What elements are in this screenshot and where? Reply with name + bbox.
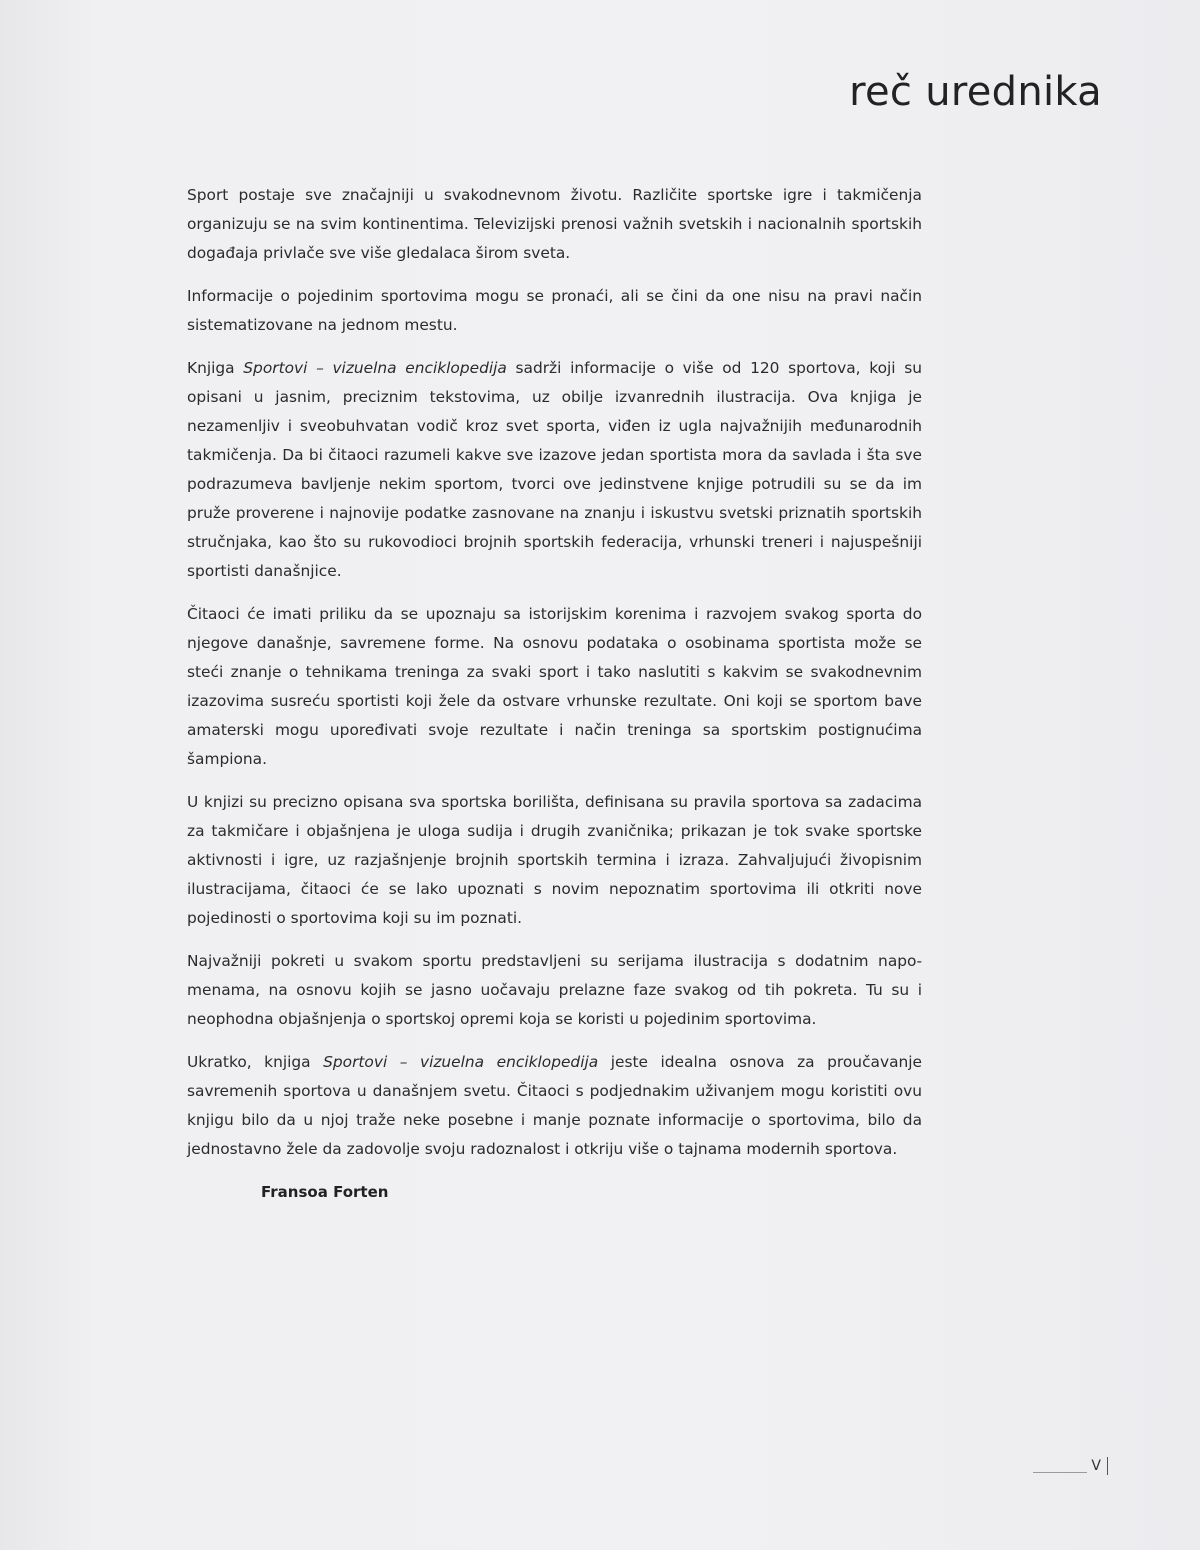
folio-divider <box>1107 1457 1108 1475</box>
paragraph-text: Knjiga <box>187 359 244 377</box>
paragraph-text: jeste idealna osnova za proučavanje savremenih sportova u današnjem svetu. Čitaoci s podjednakim uživanjem mogu koristiti ovu knjigu bilo da u njoj traže neke posebne i manje poznate informacije o sportovima, bilo da jednostavno žele da zadovolje svoju radoznalost i otkriju više o tajnama modernih sportova. <box>187 1053 922 1158</box>
page-number: V <box>1091 1458 1101 1474</box>
article-body <box>187 181 922 1207</box>
paragraph-text: U knjizi su precizno opisana sva sportska borilišta, definisana su pravila sportova sa zadacima za takmičare i objašnjena je uloga sudija i drugih zvaničnika; prikazan je tok svake sportske aktivnosti i igre, uz razjašnjenje brojnih sportskih termina i izraza. Zahvaljujući živopisnim ilustracijama, čitaoci će se lako upoznati s novim nepoznatim sportovima ili otkriti nove pojedinosti o sportovima koji su im poznati. <box>187 793 922 927</box>
paragraph-text: Ukratko, knjiga <box>187 1053 324 1071</box>
author-signature: Fransoa Forten <box>261 1183 389 1201</box>
paragraph-text: Informacije o pojedinim sportovima mogu se pronaći, ali se čini da one nisu na pravi način sistematizovane na jednom mestu. <box>187 287 922 334</box>
paragraph-1 <box>187 181 922 268</box>
paragraph-2 <box>187 282 922 340</box>
folio-rule <box>1033 1472 1087 1473</box>
paragraph-text: Čitaoci će imati priliku da se upoznaju sa istorijskim korenima i razvojem svakog sporta do njegove današnje, savremene forme. Na osnovu podataka o osobinama sportista može se steći znanje o tehnikama treninga za svaki sport i tako naslutiti s kakvim se svakodnevnim izazovima susreću sportisti koji žele da ostvare vrhunske rezultate. Oni koji se sportom bave amaterski mogu upoređivati svoje rezultate i način treninga sa sportskim postignućima šampiona. <box>187 605 922 768</box>
book-title: Sportovi – vizuelna enciklopedija <box>323 1053 599 1071</box>
paragraph-7 <box>187 1048 922 1164</box>
paragraph-4 <box>187 600 922 774</box>
page-folio <box>1033 1457 1108 1475</box>
paragraph-5 <box>187 788 922 933</box>
paragraph-text: Sport postaje sve značajniji u svakodnevnom životu. Različite sportske igre i takmičenja organizuju se na svim kontinentima. Televizijski prenosi važnih svetskih i nacionalnih sportskih događaja privlače sve više gledalaca širom sveta. <box>187 186 922 262</box>
paragraph-6 <box>187 947 922 1034</box>
page-title: reč urednika <box>849 69 1102 115</box>
book-title: Sportovi – vizuelna enciklopedija <box>243 359 507 377</box>
paragraph-text: Najvažniji pokreti u svakom sportu predstavljeni su serijama ilustracija s dodatnim napomenama, na osnovu kojih se jasno uočavaju prelazne faze svakog od tih pokreta. Tu su i neophodna objašnjenja o sportskoj opremi koja se koristi u pojedinim sportovima. <box>187 952 922 1028</box>
paragraph-text: sadrži informacije o više od 120 sportova, koji su opisani u jasnim, preciznim tekstovima, uz obilje izvanrednih ilustracija. Ova knjiga je nezamenljiv i sveobuhvatan vodič kroz svet sporta, viđen iz ugla najvažnijih međunarodnih takmičenja. Da bi čitaoci razumeli kakve sve izazove jedan sportista mora da savlada i šta sve podrazumeva bavljenje nekim sportom, tvorci ove jedinstvene knjige potrudili su se da im pruže proverene i najnovije podatke zasnovane na znanju i iskustvu svetski priznatih sportskih stručnjaka, kao što su rukovodioci brojnih sportskih federacija, vrhunski treneri i najuspešniji sportisti današnjice. <box>187 359 922 580</box>
paragraph-3 <box>187 354 922 586</box>
